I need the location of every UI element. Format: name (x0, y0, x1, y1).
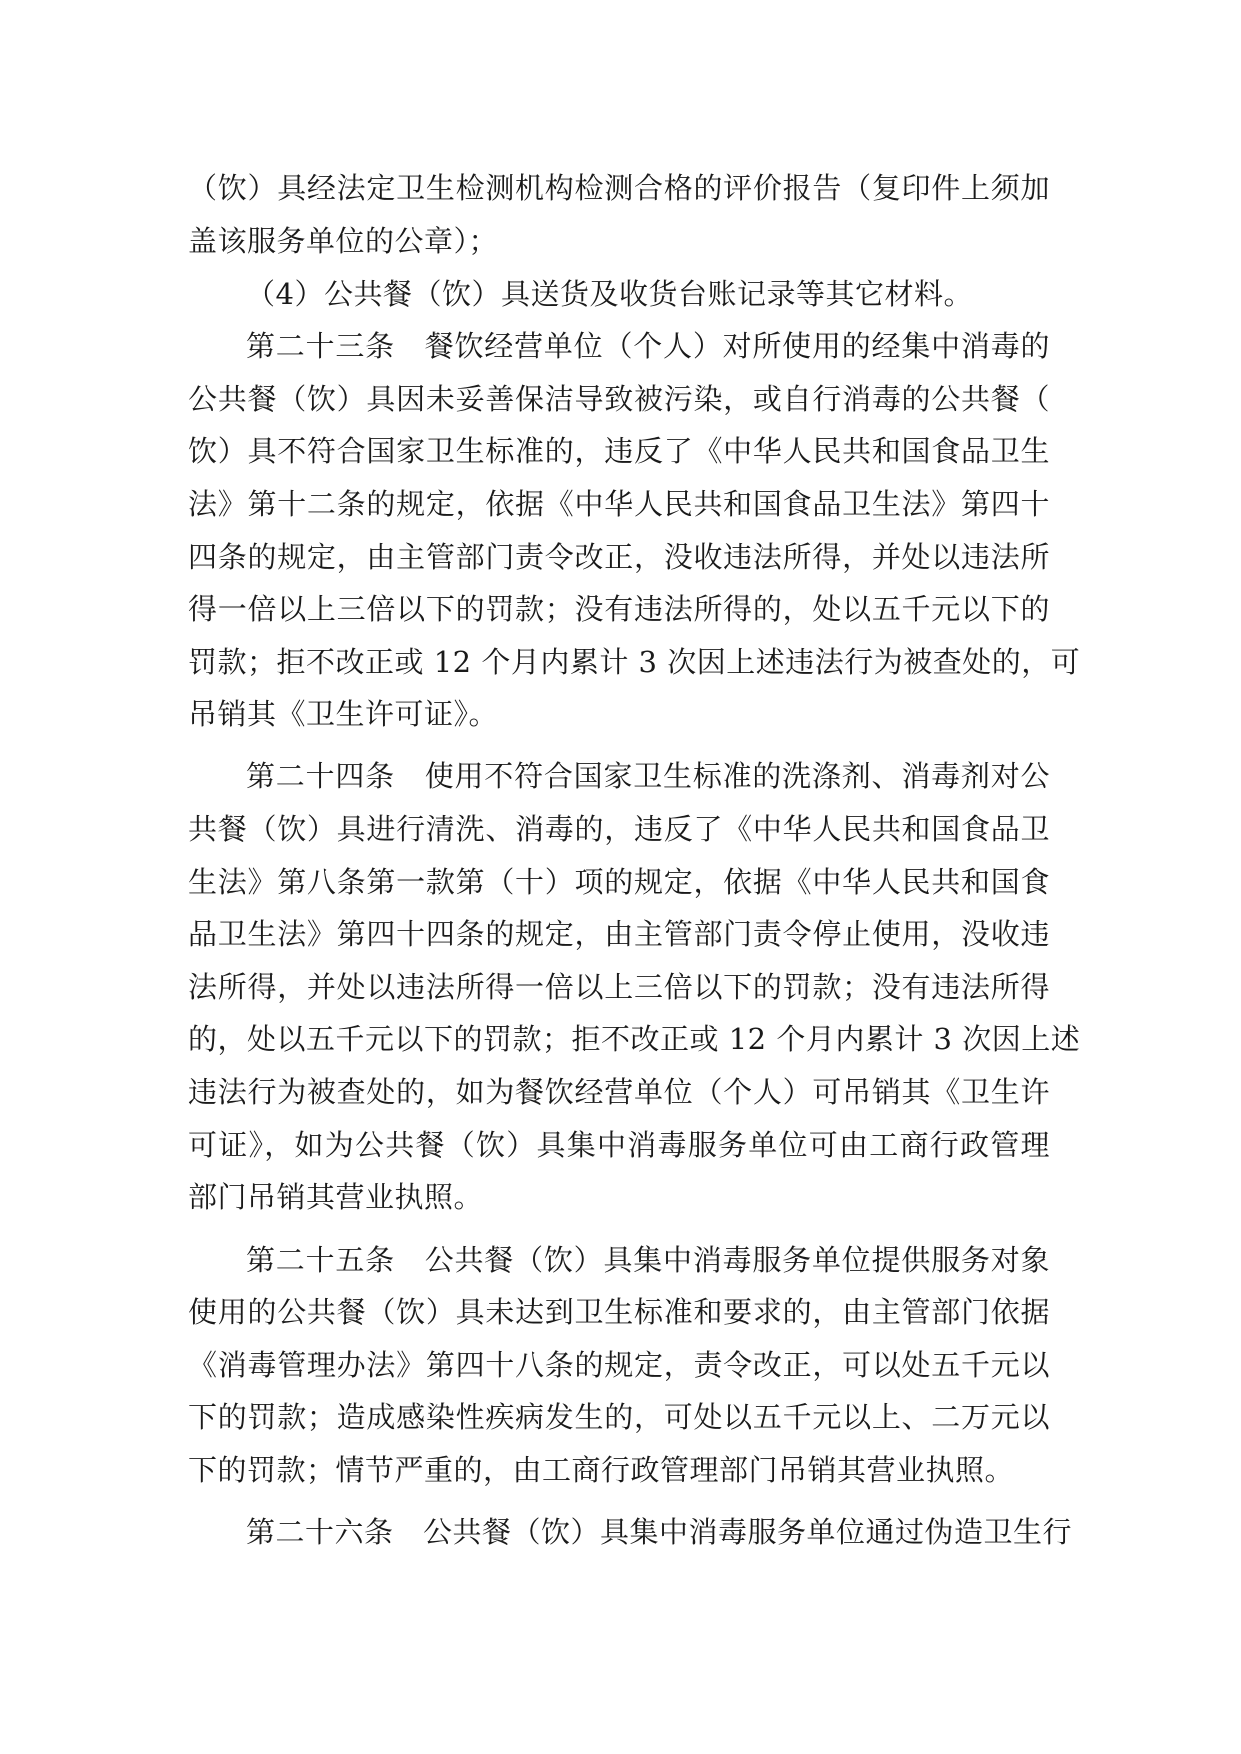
text-line: 罚款；拒不改正或 12 个月内累计 3 次因上述违法行为被查处的，可 (188, 645, 1081, 679)
text-line: 部门吊销其营业执照。 (188, 1180, 484, 1214)
article-heading-line: 第二十六条 公共餐（饮）具集中消毒服务单位通过伪造卫生行 (246, 1515, 1073, 1549)
text-line: 饮）具不符合国家卫生标准的，违反了《中华人民共和国食品卫生 (188, 434, 1050, 468)
text-line: 吊销其《卫生许可证》。 (188, 697, 499, 731)
article-heading-line: 第二十三条 餐饮经营单位（个人）对所使用的经集中消毒的 (246, 329, 1050, 363)
text-line: 品卫生法》第四十四条的规定，由主管部门责令停止使用，没收违 (188, 917, 1050, 951)
text-line: 四条的规定，由主管部门责令改正，没收违法所得，并处以违法所 (188, 540, 1050, 574)
text-line: （饮）具经法定卫生检测机构检测合格的评价报告（复印件上须加 (188, 171, 1050, 205)
article-heading-line: 第二十四条 使用不符合国家卫生标准的洗涤剂、消毒剂对公 (246, 759, 1050, 793)
text-line: 公共餐（饮）具因未妥善保洁导致被污染，或自行消毒的公共餐（ (188, 382, 1050, 416)
article-heading-line: 第二十五条 公共餐（饮）具集中消毒服务单位提供服务对象 (246, 1243, 1050, 1277)
text-line: 共餐（饮）具进行清洗、消毒的，违反了《中华人民共和国食品卫 (188, 812, 1050, 846)
text-line: 使用的公共餐（饮）具未达到卫生标准和要求的，由主管部门依据 (188, 1295, 1050, 1329)
text-line: （4）公共餐（饮）具送货及收货台账记录等其它材料。 (246, 277, 973, 311)
text-line: 可证》，如为公共餐（饮）具集中消毒服务单位可由工商行政管理 (188, 1128, 1050, 1162)
text-line: 《消毒管理办法》第四十八条的规定，责令改正，可以处五千元以 (188, 1348, 1050, 1382)
text-line: 下的罚款；情节严重的，由工商行政管理部门吊销其营业执照。 (188, 1453, 1015, 1487)
text-line: 生法》第八条第一款第（十）项的规定，依据《中华人民共和国食 (188, 865, 1050, 899)
text-line: 得一倍以上三倍以下的罚款；没有违法所得的，处以五千元以下的 (188, 592, 1050, 626)
text-line: 的，处以五千元以下的罚款；拒不改正或 12 个月内累计 3 次因上述 (188, 1022, 1081, 1056)
text-line: 下的罚款；造成感染性疾病发生的，可处以五千元以上、二万元以 (188, 1400, 1050, 1434)
text-line: 法》第十二条的规定，依据《中华人民共和国食品卫生法》第四十 (188, 487, 1050, 521)
text-line: 违法行为被查处的，如为餐饮经营单位（个人）可吊销其《卫生许 (188, 1075, 1050, 1109)
text-line: 法所得，并处以违法所得一倍以上三倍以下的罚款；没有违法所得 (188, 970, 1050, 1004)
text-line: 盖该服务单位的公章）； (188, 224, 499, 258)
